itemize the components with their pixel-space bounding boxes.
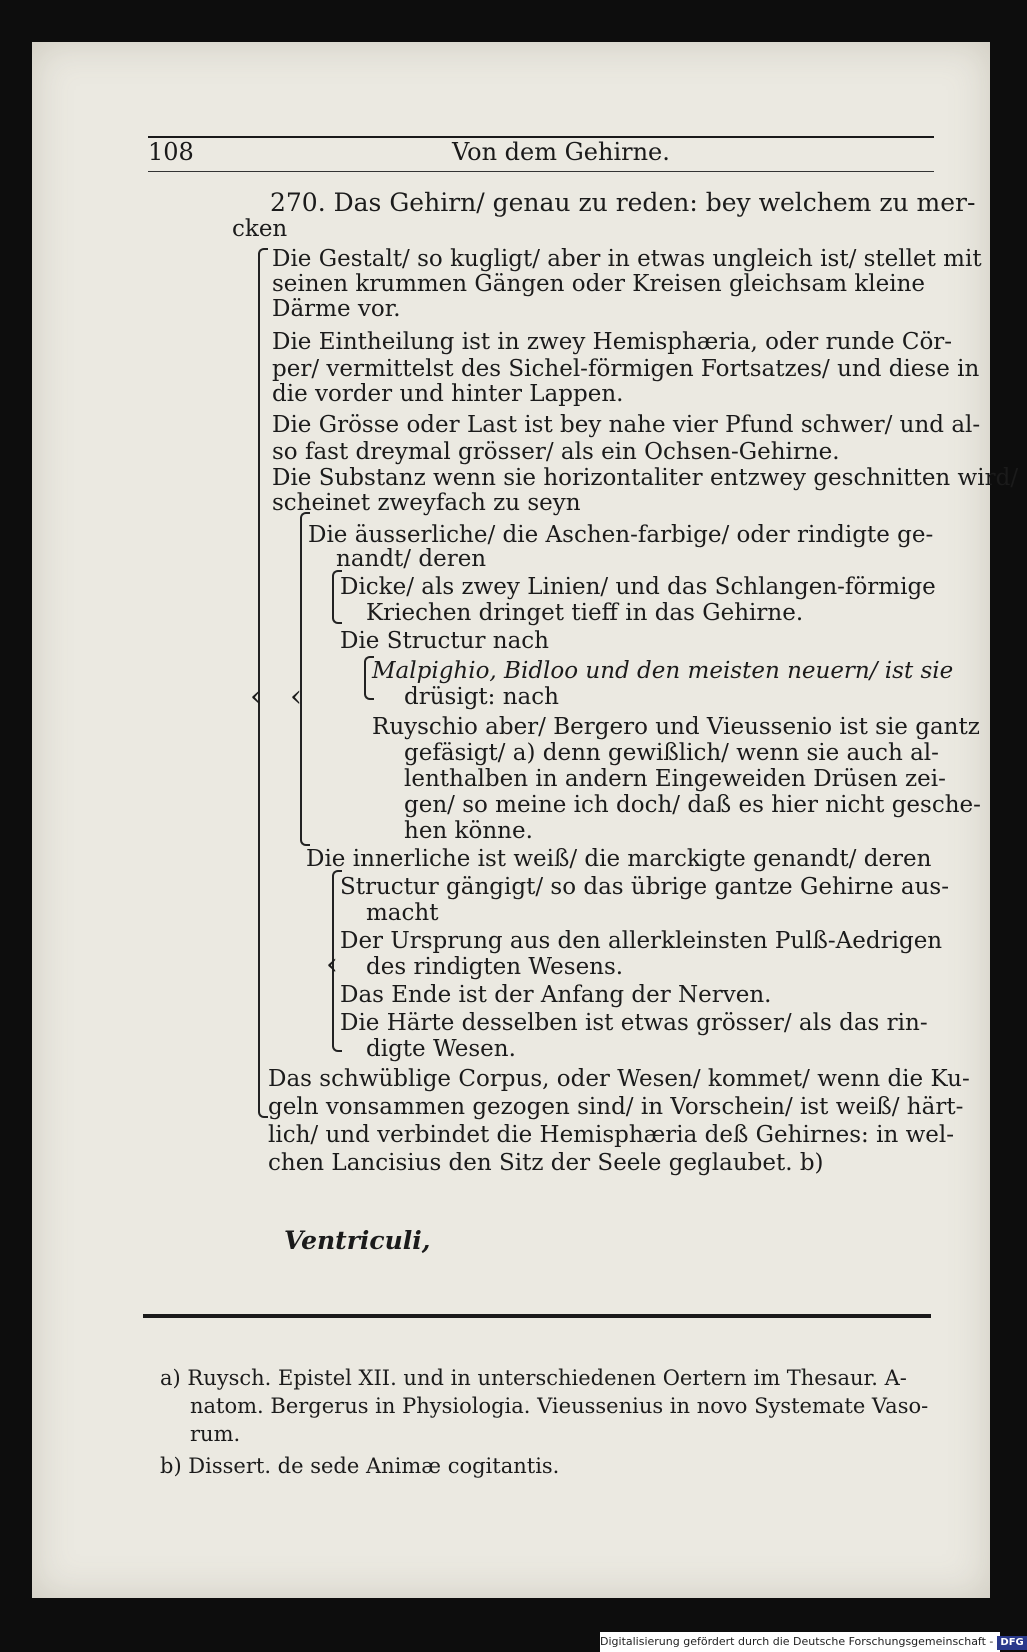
text-line: Die Härte desselben ist etwas grösser/ als das rin- — [340, 1010, 928, 1036]
catchword: Ventriculi, — [284, 1226, 431, 1255]
text-line: Die Structur nach — [340, 628, 549, 654]
text-line: die vorder und hinter Lappen. — [272, 381, 624, 407]
digitization-credit — [600, 1632, 1024, 1652]
text-line: drüsigt: nach — [404, 684, 559, 710]
text-line: per/ vermittelst des Sichel-förmigen Fortsatzes/ und diese in — [272, 356, 980, 382]
text-line: lenthalben in andern Eingeweiden Drüsen zei- — [404, 766, 946, 792]
running-title: Von dem Gehirne. — [452, 138, 670, 166]
text-line: digte Wesen. — [366, 1036, 516, 1062]
text-line: scheinet zweyfach zu seyn — [272, 490, 581, 516]
text-line: gefäsigt/ a) denn gewißlich/ wenn sie auch al- — [404, 740, 939, 766]
text-line: chen Lancisius den Sitz der Seele geglaubet. b) — [268, 1150, 824, 1176]
footnote-rule — [143, 1314, 931, 1318]
text-line: Der Ursprung aus den allerkleinsten Pulß-Aedrigen — [340, 928, 943, 954]
text-line: Malpighio, Bidloo und den meisten neuern/ ist sie — [372, 658, 954, 684]
text-line: Därme vor. — [272, 296, 401, 322]
text-line: Structur gängigt/ so das übrige gantze Gehirne aus- — [340, 874, 949, 900]
header-rule-lower — [148, 171, 934, 172]
text-line: gen/ so meine ich doch/ daß es hier nicht gesche- — [404, 792, 981, 818]
text-line: Die innerliche ist weiß/ die marckigte genandt/ deren — [306, 846, 932, 872]
text-line: seinen krummen Gängen oder Kreisen gleichsam kleine — [272, 271, 926, 297]
text-line: hen könne. — [404, 818, 533, 844]
page-number: 108 — [148, 138, 194, 166]
text-line: Kriechen dringet tieff in das Gehirne. — [366, 600, 804, 626]
text-line: Die äusserliche/ die Aschen-farbige/ oder rindigte ge- — [308, 522, 934, 548]
text-line: Ruyschio aber/ Bergero und Vieussenio ist sie gantz — [372, 714, 980, 740]
footnote-line: a) Ruysch. Epistel XII. und in unterschiedenen Oertern im Thesaur. A- — [160, 1366, 907, 1390]
paragraph-heading: 270. Das Gehirn/ genau zu reden: bey welchem zu mer- — [270, 188, 976, 217]
text-line: Dicke/ als zwey Linien/ und das Schlangen-förmige — [340, 574, 936, 600]
text-line: Das schwüblige Corpus, oder Wesen/ kommet/ wenn die Ku- — [268, 1066, 970, 1092]
text-line: macht — [366, 900, 439, 926]
text-line: nandt/ deren — [336, 546, 487, 572]
text-line: Die Eintheilung ist in zwey Hemisphæria, oder runde Cör- — [272, 329, 953, 355]
brace-point-icon: ‹ — [290, 679, 302, 714]
text-line: geln vonsammen gezogen sind/ in Vorschein/ ist weiß/ härt- — [268, 1094, 964, 1120]
footnote-line: b) Dissert. de sede Animæ cogitantis. — [160, 1454, 560, 1478]
text-line: so fast dreymal grösser/ als ein Ochsen-Gehirne. — [272, 439, 840, 465]
text-line: Die Gestalt/ so kugligt/ aber in etwas ungleich ist/ stellet mit — [272, 246, 982, 272]
text-line: lich/ und verbindet die Hemisphæria deß Gehirnes: in wel- — [268, 1122, 955, 1148]
text-line: Die Substanz wenn sie horizontaliter entzwey geschnitten wird/ — [272, 465, 1019, 491]
text-line: Das Ende ist der Anfang der Nerven. — [340, 982, 772, 1008]
brace-point-icon: ‹ — [250, 679, 262, 714]
digitization-note: Digitalisierung gefördert durch die Deutsche Forschungsgemeinschaft - — [600, 1635, 994, 1648]
text-line: des rindigten Wesens. — [366, 954, 624, 980]
text-line: cken — [232, 216, 288, 242]
text-line: Die Grösse oder Last ist bey nahe vier Pfund schwer/ und al- — [272, 412, 981, 438]
footnote-line: natom. Bergerus in Physiologia. Vieussenius in novo Systemate Vaso- — [190, 1394, 929, 1418]
dfg-logo-icon: DFG — [997, 1636, 1026, 1650]
brace-point-icon: ‹ — [326, 947, 338, 982]
footnote-line: rum. — [190, 1422, 241, 1446]
